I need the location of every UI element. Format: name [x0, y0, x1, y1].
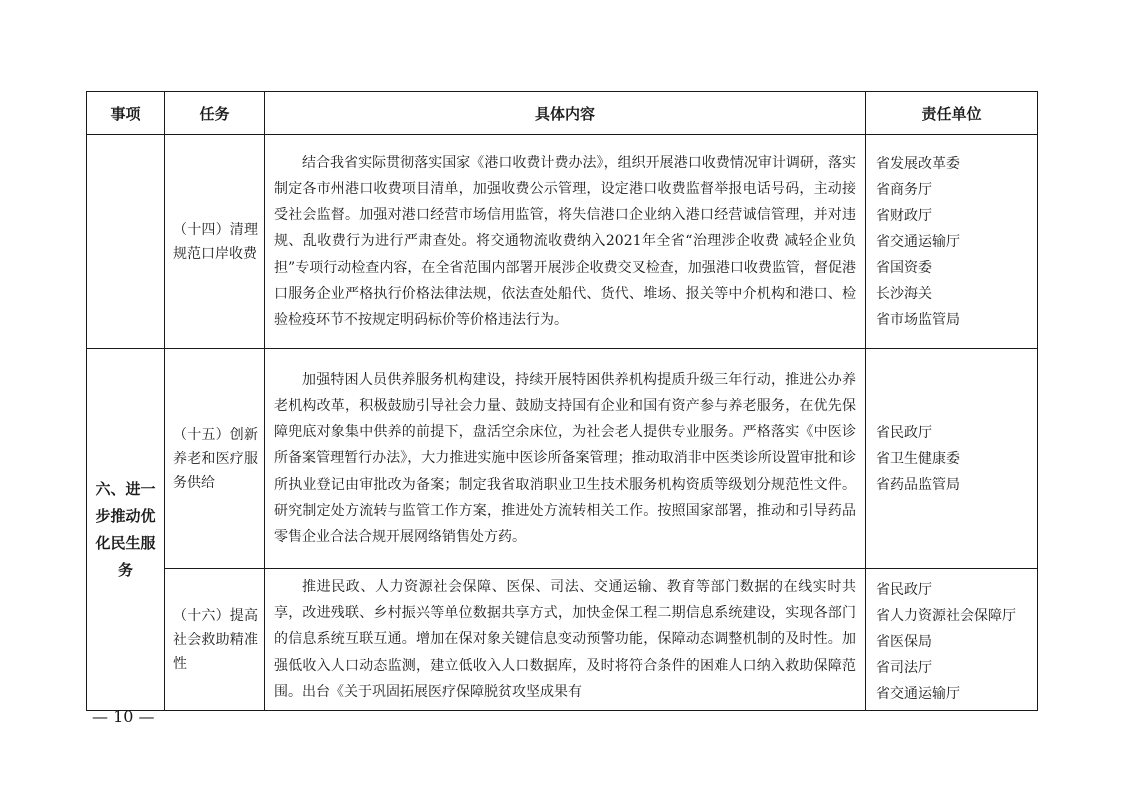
unit-item: 长沙海关 — [876, 285, 932, 302]
unit-item: 省发展改革委 — [876, 155, 960, 172]
unit-item: 省药品监管局 — [876, 476, 960, 493]
units-cell — [866, 569, 1038, 711]
unit-item: 省财政厅 — [876, 207, 932, 224]
unit-item: 省国资委 — [876, 259, 932, 276]
unit-item: 省市场监管局 — [876, 311, 960, 328]
header-task: 任务 — [165, 92, 265, 135]
unit-item: 省医保局 — [876, 633, 932, 650]
unit-item: 省交通运输厅 — [876, 233, 960, 250]
content-text: 加强特困人员供养服务机构建设，持续开展特困供养机构提质升级三年行动，推进公办养老机构改革，积极鼓励引导社会力量、鼓励支持国有企业和国有资产参与养老服务，在优先保障兜底对象集中供养的前提下，盘活空余床位，为社会老人提供专业服务。严格落实《中医诊所备案管理暂行办法》，大力推进实施中医诊所备案管理；推动取消非中医类诊所设置审批和诊所执业登记由审批改为备案；制定我省取消职业卫生技术服务机构资质等级划分规范性文件。研究制定处方流转与监管工作方案，推进处方流转相关工作。按照国家部署，推动和引导药品零售企业合法合规开展网络销售处方药。 — [274, 372, 856, 545]
content-cell — [265, 349, 866, 569]
units-cell — [866, 135, 1038, 349]
content-text: 推进民政、人力资源社会保障、医保、司法、交通运输、教育等部门数据的在线实时共享，改进残联、乡村振兴等单位数据共享方式，加快金保工程二期信息系统建设，实现各部门的信息系统互联互通。增加在保对象关键信息变动预警功能，保障动态调整机制的及时性。加强低收入人口动态监测，建立低收入人口数据库，及时将符合条件的困难人口纳入救助保障范围。出台《关于巩固拓展医疗保障脱贫攻坚成果有 — [274, 579, 856, 700]
unit-item: 省卫生健康委 — [876, 450, 960, 467]
units-cell — [866, 349, 1038, 569]
table-row — [87, 135, 1038, 349]
category-cell-empty — [87, 135, 165, 349]
unit-item: 省交通运输厅 — [876, 685, 960, 702]
unit-item: 省司法厅 — [876, 659, 932, 676]
task-cell: （十六）提高社会救助精准性 — [165, 569, 265, 711]
unit-item: 省商务厅 — [876, 181, 932, 198]
table-header-row — [87, 92, 1038, 135]
page-number: — 10 — — [92, 707, 155, 726]
unit-item: 省民政厅 — [876, 581, 932, 598]
policy-table — [86, 91, 1038, 711]
content-cell — [265, 569, 866, 711]
unit-item: 省民政厅 — [876, 424, 932, 441]
task-cell: （十五）创新养老和医疗服务供给 — [165, 349, 265, 569]
table-row — [87, 349, 1038, 569]
unit-item: 省人力资源社会保障厅 — [876, 607, 1016, 624]
header-content: 具体内容 — [265, 92, 866, 135]
table-row — [87, 569, 1038, 711]
task-cell: （十四）清理规范口岸收费 — [165, 135, 265, 349]
category-cell: 六、进一步推动优化民生服务 — [87, 349, 165, 711]
content-cell — [265, 135, 866, 349]
header-units: 责任单位 — [866, 92, 1038, 135]
header-category: 事项 — [87, 92, 165, 135]
content-text: 结合我省实际贯彻落实国家《港口收费计费办法》，组织开展港口收费情况审计调研，落实制定各市州港口收费项目清单，加强收费公示管理，设定港口收费监督举报电话号码，主动接受社会监督。加强对港口经营市场信用监管，将失信港口企业纳入港口经营诚信管理，并对违规、乱收费行为进行严肃查处。将交通物流收费纳入2021年全省“治理涉企收费 减轻企业负担”专项行动检查内容，在全省范围内部署开展涉企收费交叉检查，加强港口收费监管，督促港口服务企业严格执行价格法律法规，依法查处船代、货代、堆场、报关等中介机构和港口、检验检疫环节不按规定明码标价等价格违法行为。 — [274, 155, 856, 328]
